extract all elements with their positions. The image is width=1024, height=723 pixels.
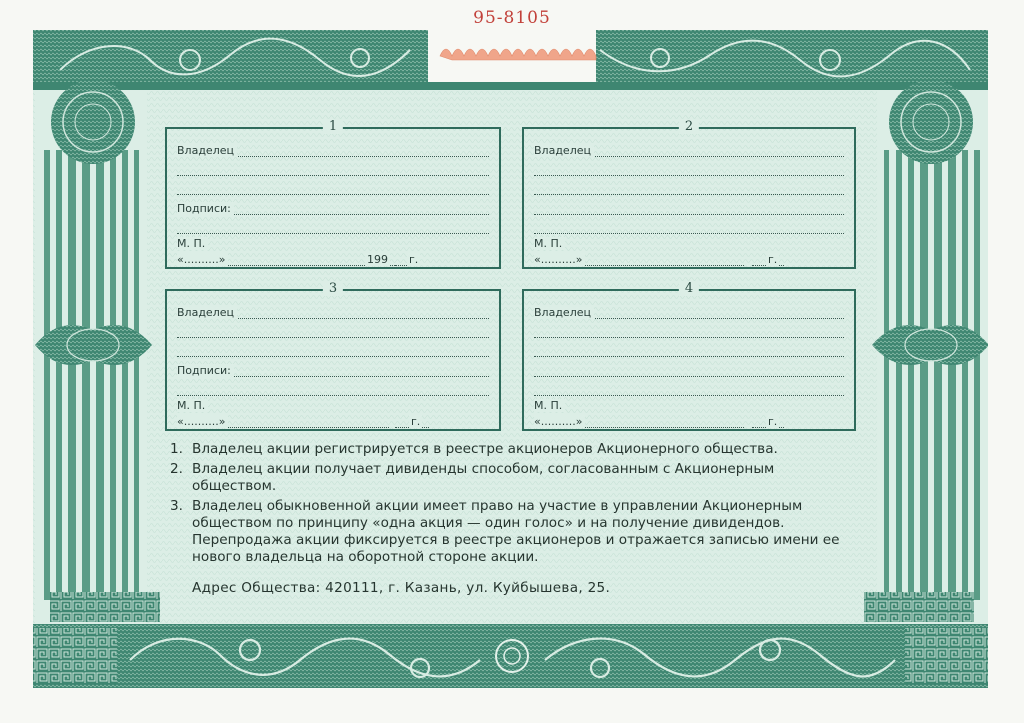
top-border-ornament — [33, 30, 988, 90]
date-field: «..........» — [534, 253, 585, 266]
owner-label: Владелец — [534, 144, 594, 157]
left-column-ornament — [35, 80, 160, 635]
date-field: «..........» — [177, 415, 228, 428]
endorsement-box-4 — [522, 281, 856, 431]
year-suffix: г. — [768, 415, 778, 428]
terms-item — [162, 441, 862, 458]
endorsement-box-1 — [165, 119, 501, 269]
owner-label: Владелец — [177, 144, 237, 157]
box-number: 3 — [323, 281, 343, 296]
seal-label: М. П. — [534, 237, 565, 250]
terms-item — [162, 498, 862, 566]
terms-item-number: 3. — [170, 498, 183, 514]
right-column-ornament — [864, 80, 989, 635]
owner-label: Владелец — [534, 306, 594, 319]
box-number: 4 — [679, 281, 699, 296]
seal-label: М. П. — [177, 399, 208, 412]
year-suffix: г. — [411, 415, 421, 428]
seal-label: М. П. — [534, 399, 565, 412]
terms-item — [162, 461, 862, 495]
serial-number: 95-8105 — [473, 8, 551, 28]
terms-item-number: 2. — [170, 461, 183, 477]
terms-item-text: Владелец акции получает дивиденды способом, согласованным с Акционерным обществом. — [192, 461, 775, 494]
date-field: «..........» — [177, 253, 228, 266]
box-number: 1 — [323, 119, 343, 134]
endorsement-box-3 — [165, 281, 501, 431]
year-suffix: г. — [768, 253, 778, 266]
seal-label: М. П. — [177, 237, 208, 250]
signatures-label: Подписи: — [177, 202, 234, 215]
box-number: 2 — [679, 119, 699, 134]
signatures-label: Подписи: — [177, 364, 234, 377]
terms-item-text: Владелец обыкновенной акции имеет право на участие в управлении Акционерным обществом по принципу «одна акция — один голос» и на получение дивидендов. Перепродажа акции фиксируется в реестре акционеров и отражается записью имени ее нового владельца на оборотной стороне акции. — [192, 498, 840, 565]
year-prefix: 199 — [367, 253, 388, 266]
year-suffix: г. — [409, 253, 419, 266]
date-field: «..........» — [534, 415, 585, 428]
endorsement-box-2 — [522, 119, 856, 269]
company-address: Адрес Общества: 420111, г. Казань, ул. Куйбышева, 25. — [192, 580, 611, 596]
owner-label: Владелец — [177, 306, 237, 319]
terms-item-text: Владелец акции регистрируется в реестре акционеров Акционерного общества. — [192, 441, 778, 457]
bottom-border-ornament — [33, 624, 989, 688]
terms-list — [162, 441, 862, 569]
terms-item-number: 1. — [170, 441, 183, 457]
